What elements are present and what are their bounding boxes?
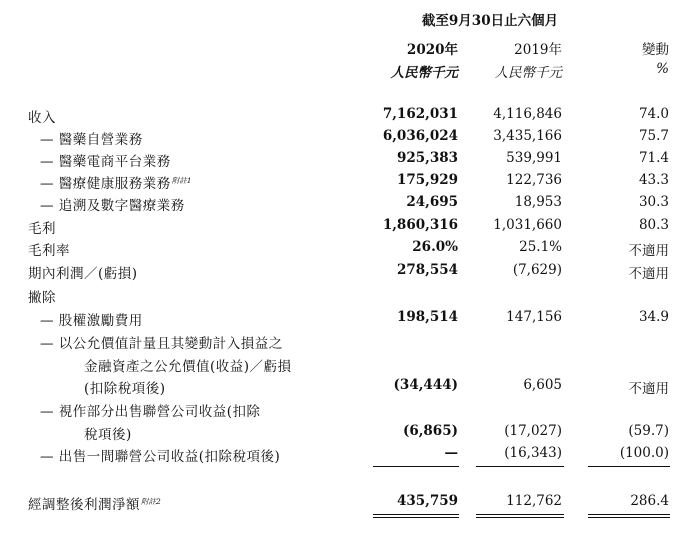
row-label: 毛利率	[28, 243, 70, 259]
table-row	[0, 377, 693, 399]
value-change: 不適用	[628, 266, 669, 282]
value-2019: 539,991	[506, 150, 562, 166]
period-title: 截至9月30日止六個月	[421, 13, 559, 29]
value-2020: 6,036,024	[382, 128, 458, 144]
value-2019: 6,605	[523, 377, 562, 393]
value-2019: 18,953	[514, 194, 562, 210]
table-row	[0, 128, 693, 150]
table-row	[0, 400, 693, 422]
row-label: — 視作部分出售聯營公司收益(扣除	[40, 404, 261, 420]
value-change: 286.4	[630, 493, 669, 509]
row-label: — 醫藥自營業務	[40, 132, 143, 148]
row-label: 撇除	[28, 290, 56, 306]
row-label: — 股權激勵費用	[40, 313, 143, 329]
table-row	[0, 239, 693, 261]
table-row-total	[0, 493, 693, 515]
value-change: (100.0)	[619, 445, 669, 461]
footnote-marker: 附註1	[171, 176, 192, 185]
value-change: 43.3	[638, 172, 669, 188]
value-change: 80.3	[638, 217, 669, 233]
column-header-2020: 2020年	[406, 42, 458, 58]
row-label: 收入	[28, 110, 56, 126]
footnote-marker: 附註2	[141, 497, 161, 506]
value-change: 不適用	[628, 243, 669, 259]
currency-label-2019: 人民幣千元	[494, 65, 562, 81]
value-2019: 147,156	[506, 309, 562, 325]
value-2020: (34,444)	[393, 377, 458, 393]
currency-label-2020: 人民幣千元	[390, 65, 458, 81]
row-label: — 以公允價值計量且其變動計入損益之	[40, 336, 283, 352]
column-header-2019: 2019年	[514, 42, 562, 58]
value-2020: 925,383	[396, 150, 458, 166]
percent-label: %	[656, 61, 669, 77]
value-2019: (16,343)	[504, 445, 562, 461]
table-row	[0, 423, 693, 445]
table-row	[0, 309, 693, 331]
value-2020: 198,514	[396, 309, 458, 325]
value-2019: (17,027)	[504, 423, 562, 439]
value-change: 不適用	[628, 381, 669, 397]
subtotal-rule-2020	[373, 466, 459, 467]
value-2020: —	[444, 445, 458, 461]
value-change: (59.7)	[628, 423, 669, 439]
value-2019: 25.1%	[519, 239, 562, 255]
value-2020: 7,162,031	[382, 106, 458, 122]
value-2020: 24,695	[406, 194, 458, 210]
table-row	[0, 172, 693, 194]
value-change: 71.4	[638, 150, 669, 166]
value-2020: 1,860,316	[382, 217, 458, 233]
table-row	[0, 262, 693, 284]
value-2019: 3,435,166	[493, 128, 562, 144]
row-label: 稅項後)	[84, 427, 132, 443]
subtotal-rule-2019	[476, 466, 564, 467]
row-label	[40, 172, 192, 192]
table-row	[0, 150, 693, 172]
total-double-rule-change	[588, 514, 670, 518]
row-label: 金融資產之公允價值(收益)／虧損	[84, 359, 292, 375]
value-2019: 4,116,846	[493, 106, 562, 122]
total-double-rule-2020	[373, 514, 459, 518]
row-label: 期內利潤／(虧損)	[28, 266, 138, 282]
table-row	[0, 332, 693, 354]
table-row	[0, 106, 693, 128]
value-2019: 112,762	[506, 493, 562, 509]
table-row	[0, 445, 693, 467]
value-change: 75.7	[638, 128, 669, 144]
value-2019: 1,031,660	[493, 217, 562, 233]
table-row	[0, 355, 693, 377]
total-double-rule-2019	[476, 514, 564, 518]
row-label: 毛利	[28, 221, 56, 237]
row-label: — 醫藥電商平台業務	[40, 154, 171, 170]
value-change: 74.0	[638, 106, 669, 122]
row-label	[28, 493, 161, 513]
row-label-text: — 醫療健康服務業務	[40, 176, 171, 192]
row-label: — 出售一間聯營公司收益(扣除稅項後)	[40, 449, 281, 465]
value-2020: 175,929	[396, 172, 458, 188]
table-row	[0, 286, 693, 308]
value-change: 34.9	[638, 309, 669, 325]
value-2020: (6,865)	[402, 423, 458, 439]
value-2019: (7,629)	[512, 262, 562, 278]
subtotal-rule-change	[588, 466, 670, 467]
value-2019: 122,736	[506, 172, 562, 188]
value-2020: 26.0%	[412, 239, 458, 255]
row-label: — 追溯及數字醫療業務	[40, 198, 185, 214]
row-label: (扣除稅項後)	[84, 381, 166, 397]
table-row	[0, 194, 693, 216]
column-header-change: 變動	[642, 42, 669, 58]
table-row	[0, 217, 693, 239]
value-2020: 435,759	[396, 493, 458, 509]
row-label-text: 經調整後利潤淨額	[28, 497, 140, 513]
value-change: 30.3	[638, 194, 669, 210]
value-2020: 278,554	[396, 262, 458, 278]
